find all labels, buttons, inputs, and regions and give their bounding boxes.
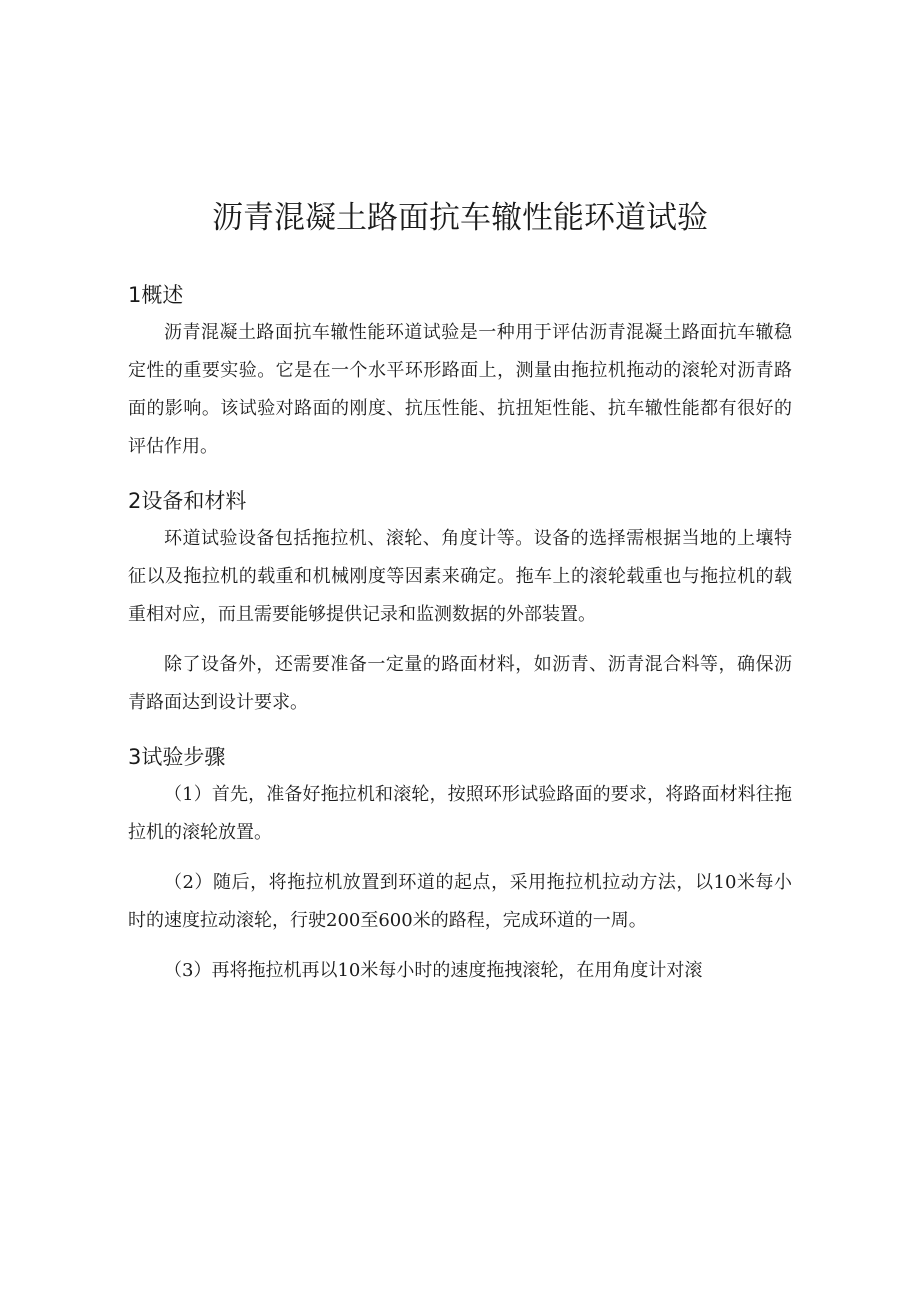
section-heading: 2设备和材料 [128,489,247,513]
section-procedure [128,740,792,990]
section-overview [128,278,792,466]
document-body [128,278,792,990]
section-heading: 1概述 [128,283,184,307]
section-equipment [128,484,792,722]
document-title: 沥青混凝土路面抗车辙性能环道试验 [212,200,708,236]
paragraph: （3）再将拖拉机再以10米每小时的速度拖拽滚轮，在用角度计对滚 [164,960,703,981]
paragraph: （2）随后，将拖拉机放置到环道的起点，采用拖拉机拉动方法，以10米每小时的速度拉动滚轮，行驶200至600米的路程，完成环道的一周。 [128,872,792,931]
paragraph: 沥青混凝土路面抗车辙性能环道试验是一种用于评估沥青混凝土路面抗车辙稳定性的重要实验。它是在一个水平环形路面上，测量由拖拉机拖动的滚轮对沥青路面的影响。该试验对路面的刚度、抗压性能、抗扭矩性能、抗车辙性能都有很好的评估作用。 [128,322,792,457]
paragraph: （1）首先，准备好拖拉机和滚轮，按照环形试验路面的要求，将路面材料往拖拉机的滚轮放置。 [128,784,792,843]
paragraph: 环道试验设备包括拖拉机、滚轮、角度计等。设备的选择需根据当地的上壤特征以及拖拉机的载重和机械刚度等因素来确定。拖车上的滚轮载重也与拖拉机的载重相对应，而且需要能够提供记录和监测数据的外部装置。 [128,528,792,625]
section-heading: 3试验步骤 [128,745,226,769]
paragraph: 除了设备外，还需要准备一定量的路面材料，如沥青、沥青混合料等，确保沥青路面达到设计要求。 [128,654,792,713]
